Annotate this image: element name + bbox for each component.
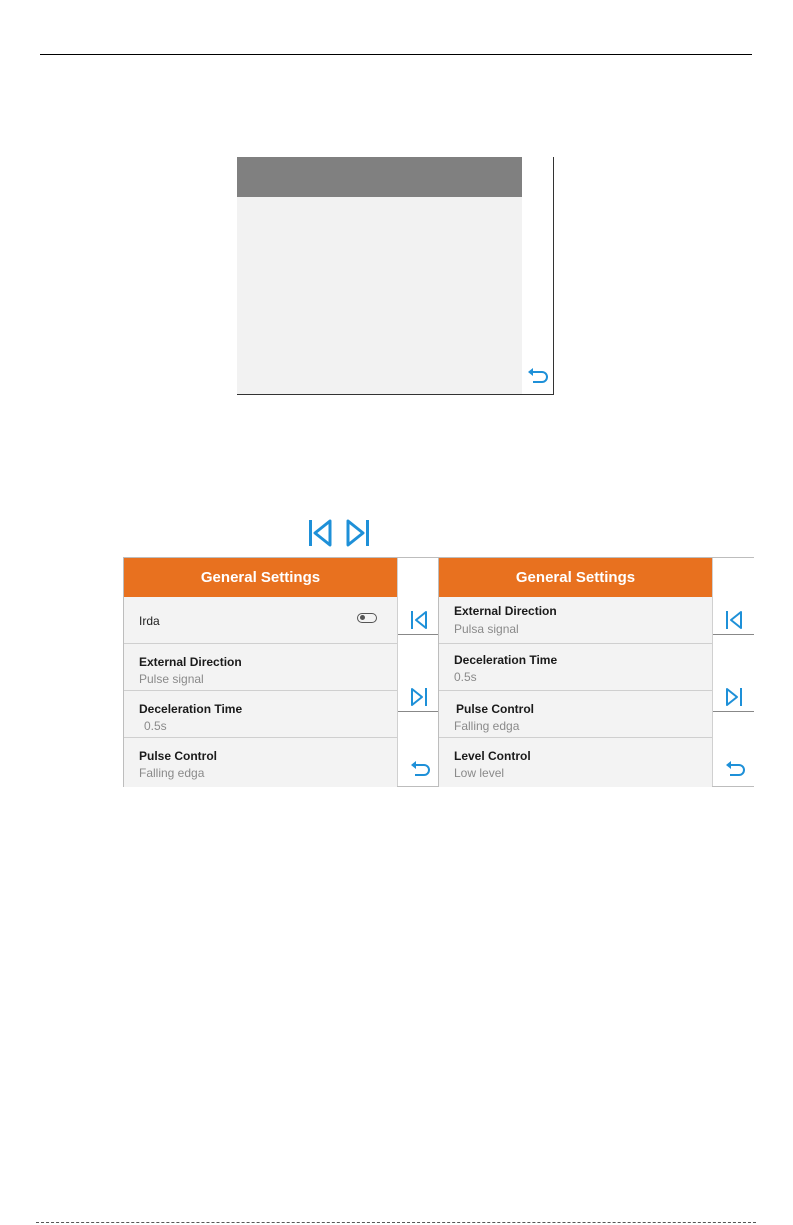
- setting-row[interactable]: [124, 691, 397, 738]
- page-nav-icons: [306, 517, 376, 549]
- setting-row[interactable]: [124, 644, 397, 691]
- general-settings-panel-page1: [123, 557, 439, 787]
- back-button[interactable]: [398, 753, 439, 785]
- setting-value: 0.5s: [144, 719, 167, 733]
- setting-label: Irda: [139, 614, 160, 628]
- sidebar-divider: [713, 634, 754, 635]
- setting-label: Level Control: [454, 749, 531, 763]
- skip-previous-icon: [725, 609, 743, 631]
- screen-sidebar: [522, 157, 554, 394]
- next-page-button[interactable]: [713, 680, 754, 712]
- page-footer-rule: [36, 1222, 756, 1223]
- panel-title: General Settings: [439, 558, 712, 597]
- setting-label: Pulse Control: [456, 702, 535, 716]
- general-settings-panel-page2: [438, 557, 754, 787]
- return-arrow-icon[interactable]: [527, 365, 551, 387]
- setting-row[interactable]: [439, 738, 712, 785]
- setting-row[interactable]: [124, 738, 397, 785]
- empty-menu-screen: [237, 157, 554, 395]
- screen-header-bar: [237, 157, 522, 197]
- prev-page-button[interactable]: [713, 603, 754, 635]
- return-arrow-icon: [725, 759, 747, 779]
- toggle-switch-icon[interactable]: [357, 613, 377, 623]
- skip-next-icon: [344, 517, 372, 549]
- setting-row[interactable]: [439, 691, 712, 738]
- setting-row[interactable]: [439, 597, 712, 644]
- skip-next-icon: [410, 686, 428, 708]
- setting-value: Pulsa signal: [454, 622, 519, 636]
- page-header-rule: [40, 54, 752, 55]
- panel-sidebar: [397, 558, 439, 786]
- settings-list: [439, 597, 712, 787]
- prev-page-button[interactable]: [398, 603, 439, 635]
- sidebar-divider: [398, 634, 439, 635]
- setting-value: 0.5s: [454, 670, 477, 684]
- return-arrow-icon: [410, 759, 432, 779]
- back-button[interactable]: [713, 753, 754, 785]
- setting-value: Pulse signal: [139, 672, 204, 686]
- sidebar-divider: [713, 711, 754, 712]
- setting-row[interactable]: [439, 644, 712, 691]
- panel-title: General Settings: [124, 558, 397, 597]
- skip-previous-icon: [306, 517, 334, 549]
- setting-label: External Direction: [139, 655, 242, 669]
- setting-value: Falling edga: [454, 719, 520, 733]
- setting-label: Pulse Control: [139, 749, 218, 763]
- skip-next-icon: [725, 686, 743, 708]
- panel-sidebar: [712, 558, 754, 786]
- setting-label: Deceleration Time: [139, 702, 243, 716]
- setting-label: Deceleration Time: [454, 653, 558, 667]
- setting-value: Low level: [454, 766, 505, 780]
- settings-list: [124, 597, 397, 787]
- next-page-button[interactable]: [398, 680, 439, 712]
- setting-label: External Direction: [454, 604, 557, 618]
- sidebar-divider: [398, 711, 439, 712]
- setting-row-irda[interactable]: [124, 597, 397, 644]
- setting-value: Falling edga: [139, 766, 205, 780]
- skip-previous-icon: [410, 609, 428, 631]
